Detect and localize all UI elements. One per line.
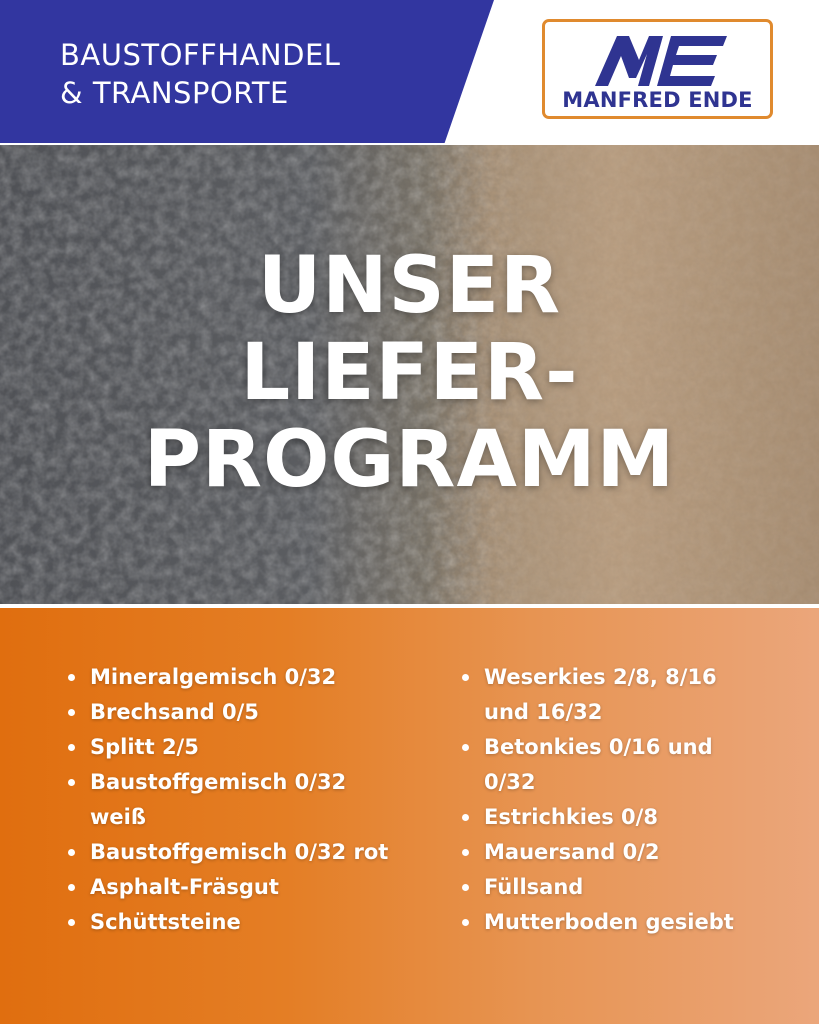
- tagline-line-1: BAUSTOFFHANDEL: [60, 38, 341, 72]
- list-item: Asphalt-Fräsgut: [68, 870, 438, 905]
- list-item: Estrichkies 0/8: [462, 800, 802, 835]
- list-item: Mineralgemisch 0/32: [68, 660, 438, 695]
- company-logo: [542, 19, 773, 119]
- logo-monogram: [591, 30, 731, 90]
- title-line-3: PROGRAMM: [143, 415, 676, 505]
- list-item: Baustoffgemisch 0/32 weiß: [68, 765, 380, 835]
- list-item: Baustoffgemisch 0/32 rot: [68, 835, 438, 870]
- list-item: Weserkies 2/8, 8/16 und 16/32: [462, 660, 724, 730]
- title-line-1: UNSER: [257, 241, 562, 331]
- product-list-section: [0, 608, 819, 1024]
- tagline: [60, 36, 340, 112]
- list-item: Schüttsteine: [68, 905, 438, 940]
- page-title: [0, 243, 819, 504]
- tagline-line-2: & TRANSPORTE: [60, 76, 289, 110]
- list-item: Mauersand 0/2: [462, 835, 802, 870]
- product-list-left: [68, 660, 438, 940]
- list-item: Füllsand: [462, 870, 802, 905]
- list-item: Mutterboden gesiebt: [462, 905, 802, 940]
- hero-banner: [0, 145, 819, 605]
- list-item: Splitt 2/5: [68, 730, 438, 765]
- list-item: Brechsand 0/5: [68, 695, 438, 730]
- logo-company-name: MANFRED ENDE: [562, 88, 753, 112]
- title-line-2: LIEFER-: [240, 328, 579, 418]
- product-list-right: [462, 660, 802, 940]
- list-item: Betonkies 0/16 und 0/32: [462, 730, 734, 800]
- header: [0, 0, 819, 145]
